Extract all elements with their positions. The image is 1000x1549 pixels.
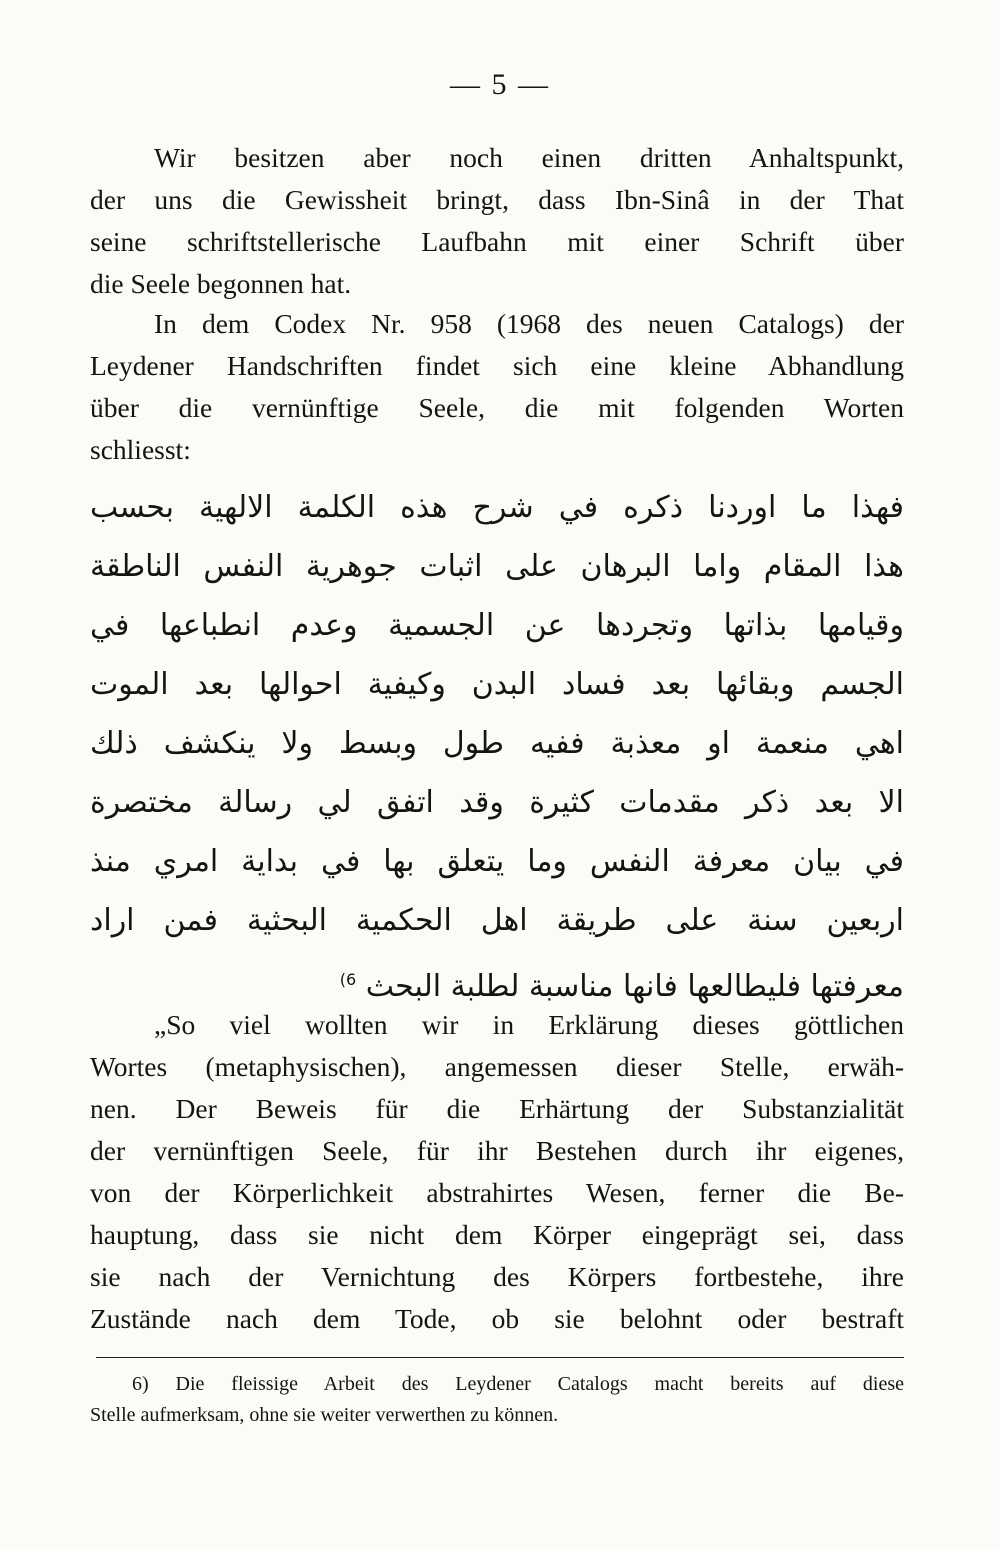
arabic-quotation (90, 478, 904, 1009)
text-line: seine schriftstellerische Laufbahn mit einer Schrift über (90, 226, 904, 257)
text-line: der uns die Gewissheit bringt, dass Ibn-Sinâ in der That (90, 184, 904, 215)
footnote (90, 1369, 904, 1431)
arabic-line: هذا المقام واما البرهان على اثبات جوهرية النفس الناطقة (90, 549, 904, 584)
arabic-line: في بيان معرفة النفس وما يتعلق بها في بداية امري منذ (90, 844, 904, 879)
text-line: von der Körperlichkeit abstrahirtes Wesen, ferner die Be- (90, 1177, 904, 1208)
text-line: der vernünftigen Seele, für ihr Bestehen durch ihr eigenes, (90, 1135, 904, 1166)
arabic-line: اربعين سنة على طريقة اهل الحكمية البحثية فمن اراد (90, 903, 904, 938)
text-line: nen. Der Beweis für die Erhärtung der Substanzialität (90, 1093, 904, 1124)
text-line: schliesst: (90, 434, 191, 465)
arabic-line: وقيامها بذاتها وتجردها عن الجسمية وعدم انطباعها في (90, 608, 904, 643)
text-line: „So viel wollten wir in Erklärung dieses göttlichen (154, 1009, 904, 1040)
text-line: Leydener Handschriften findet sich eine kleine Abhandlung (90, 350, 904, 381)
arabic-line-text: معرفتها فليطالعها فانها مناسبة لطلبة البحث (365, 969, 904, 1004)
text-line: In dem Codex Nr. 958 (1968 des neuen Catalogs) der (154, 308, 904, 339)
text-line: hauptung, dass sie nicht dem Körper eingeprägt sei, dass (90, 1219, 904, 1250)
footnote-divider (96, 1357, 904, 1358)
text-line: sie nach der Vernichtung des Körpers fortbestehe, ihre (90, 1261, 904, 1292)
paragraph-translation (90, 1004, 904, 1340)
arabic-line: اهي منعمة او معذبة ففيه طول وبسط ولا ينكشف ذلك (90, 726, 904, 761)
arabic-line: فهذا ما اوردنا ذكره في شرح هذه الكلمة الالهية بحسب (90, 490, 904, 525)
paragraph-anhaltspunkt (90, 137, 904, 305)
arabic-line: الجسم وبقائها بعد فساد البدن وكيفية احوالها بعد الموت (90, 667, 904, 702)
text-line: Wir besitzen aber noch einen dritten Anhaltspunkt, (154, 142, 904, 173)
paragraph-codex (90, 303, 904, 471)
footnote-reference[interactable]: 6) (339, 970, 357, 989)
arabic-line: الا بعد ذكر مقدمات كثيرة وقد اتفق لي رسالة مختصرة (90, 785, 904, 820)
text-line: Zustände nach dem Tode, ob sie belohnt oder bestraft (90, 1303, 904, 1334)
arabic-line-last (90, 950, 904, 1009)
footnote-line: Stelle aufmerksam, ohne sie weiter verwerthen zu können. (90, 1404, 559, 1426)
text-line: die Seele begonnen hat. (90, 268, 352, 299)
footnote-line: 6) Die fleissige Arbeit des Leydener Catalogs macht bereits auf diese (132, 1373, 904, 1395)
text-line: über die vernünftige Seele, die mit folgenden Worten (90, 392, 904, 423)
text-line: Wortes (metaphysischen), angemessen dieser Stelle, erwäh- (90, 1051, 904, 1082)
page-number: — 5 — (450, 68, 550, 101)
